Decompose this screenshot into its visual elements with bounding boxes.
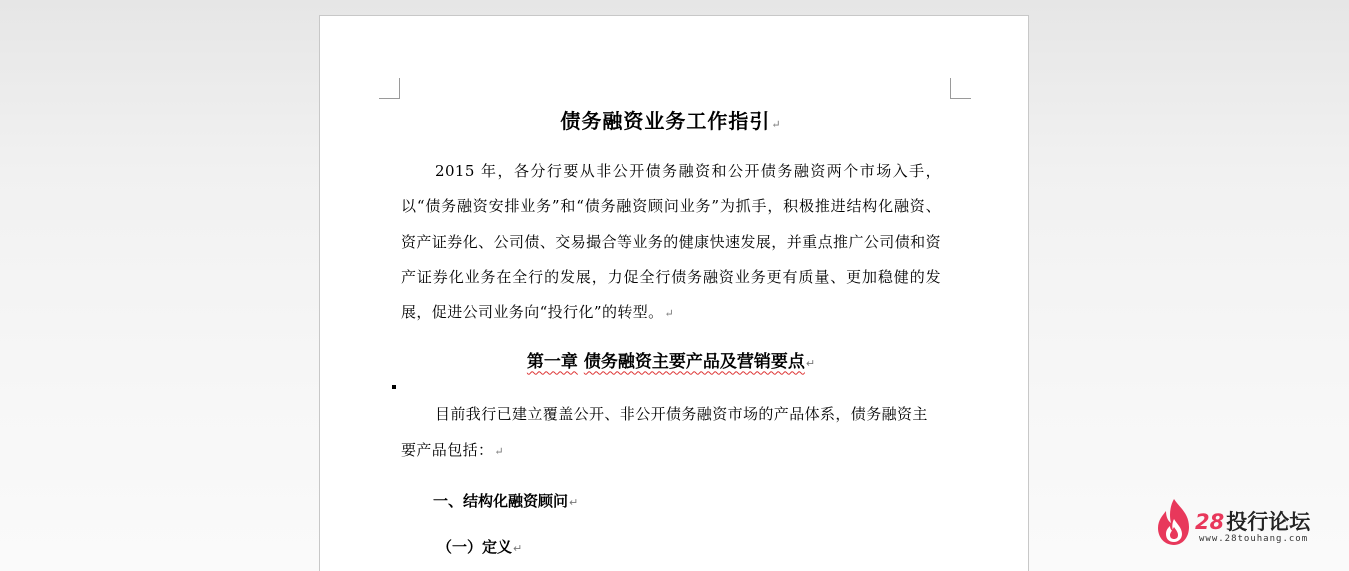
intro-paragraph-text: 2015 年，各分行要从非公开债务融资和公开债务融资两个市场入手，以“债务融资安排业务”和“债务融资顾问业务”为抓手，积极推进结构化融资、资产证券化、公司债、交易撮合等业务的健康快速发展，并重点推广公司债和资产证券化业务在全行的发展，力促全行债务融资业务更有质量、更加稳健的发展，促进公司业务向“投行化”的转型。	[401, 162, 941, 322]
subsection-heading	[437, 532, 941, 562]
logo-url: www.28touhang.com	[1199, 534, 1309, 544]
section-heading-text: 一、结构化融资顾问	[433, 492, 569, 511]
chapter-prefix: 第一章	[526, 352, 578, 373]
document-body[interactable]	[401, 101, 941, 562]
title-text: 债务融资业务工作指引	[560, 109, 771, 133]
paragraph-mark: ↵	[513, 542, 523, 556]
flame-icon	[1155, 497, 1193, 547]
paragraph-mark: ↵	[569, 496, 579, 510]
paragraph-bullet-marker	[392, 385, 396, 389]
chapter-title: 债务融资主要产品及营销要点	[583, 352, 805, 373]
crop-mark-top-left	[379, 78, 400, 99]
logo-number: 28	[1195, 510, 1225, 534]
document-title	[401, 105, 941, 137]
paragraph-mark: ↵	[664, 307, 675, 321]
subsection-heading-text: （一）定义	[437, 538, 513, 557]
products-paragraph-text: 目前我行已建立覆盖公开、非公开债务融资市场的产品体系，债务融资主要产品包括：	[401, 405, 928, 459]
crop-mark-top-right	[950, 78, 971, 99]
chapter-heading	[401, 347, 941, 377]
paragraph-mark: ↵	[771, 118, 782, 131]
logo-name: 投行论坛	[1226, 510, 1311, 534]
watermark-logo	[1155, 497, 1325, 549]
paragraph-mark: ↵	[494, 444, 505, 458]
intro-paragraph	[401, 154, 941, 331]
logo-wordmark	[1195, 506, 1310, 536]
products-paragraph	[401, 397, 941, 469]
paragraph-mark: ↵	[805, 357, 816, 371]
document-page	[319, 15, 1029, 571]
section-heading	[433, 486, 941, 516]
